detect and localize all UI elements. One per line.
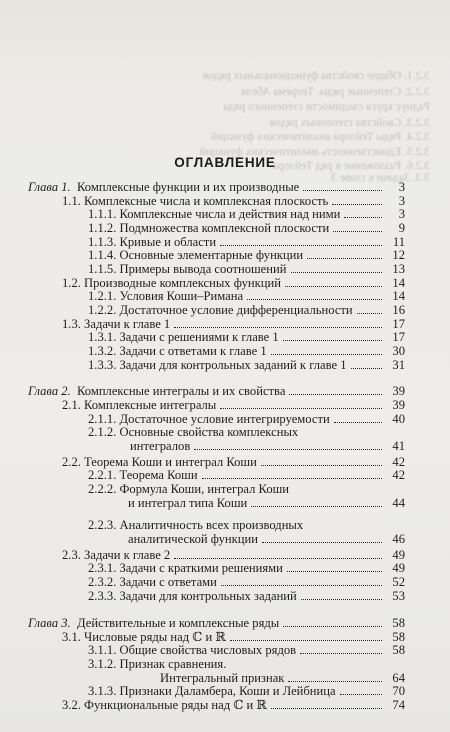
toc-entry-label — [88, 330, 281, 344]
toc-entry-text: 2.1.2. Основные свойства комплексных — [88, 425, 299, 439]
toc-entry-label — [28, 384, 287, 398]
toc-entry[interactable] — [62, 698, 405, 712]
page-number: 16 — [392, 303, 405, 317]
toc-entry[interactable] — [88, 684, 405, 698]
toc-entry-text: Интегральный признак — [160, 671, 285, 685]
ghost-line: 3.2.3. Свойства степенных рядов — [269, 117, 430, 129]
toc-entry-text: 3.1.1. Общие свойства числовых рядов — [88, 643, 297, 657]
dot-leader — [283, 626, 382, 627]
toc-entry[interactable] — [88, 235, 405, 249]
dot-leader — [174, 327, 382, 328]
toc-entry-text: 2.1. Комплексные интегралы — [62, 398, 217, 412]
toc-entry-text: 2.1.1. Достаточное условие интегрируемости — [88, 412, 330, 426]
toc-entry-label — [88, 235, 218, 249]
toc-entry-label — [88, 561, 285, 575]
dot-leader — [288, 681, 382, 682]
page-number: 70 — [392, 684, 405, 698]
toc-entry-text: 1.1.5. Примеры вывода соотношений — [88, 262, 287, 276]
dot-leader — [230, 640, 382, 641]
toc-entry[interactable] — [88, 207, 405, 221]
toc-entry-label — [28, 616, 281, 630]
toc-entry[interactable] — [88, 589, 405, 603]
toc-entry[interactable] — [88, 330, 405, 344]
page-title: ОГЛАВЛЕНИЕ — [174, 155, 276, 170]
toc-entry-text: 1.1.4. Основные элементарные функции — [88, 248, 304, 262]
page-number: 49 — [392, 561, 405, 575]
toc-entry[interactable] — [62, 317, 405, 331]
toc-entry-text: 3.2. Функциональные ряды над ℂ и ℝ — [62, 698, 267, 712]
toc-entry-text: 1.2.2. Достаточное условие дифференциальности — [88, 303, 353, 317]
dot-leader — [332, 204, 382, 205]
dot-leader — [300, 653, 382, 654]
toc-entry-label — [62, 194, 330, 208]
toc-entry-text: аналитической функции — [128, 532, 259, 546]
toc-entry-text: 3.1.3. Признаки Даламбера, Коши и Лейбница — [88, 684, 336, 698]
toc-entry-text: 2.3.1. Задачи с краткими решениями — [88, 561, 283, 575]
dot-leader — [221, 585, 382, 586]
dot-leader — [247, 299, 382, 300]
toc-entry-label — [88, 575, 219, 589]
page-number: 42 — [392, 455, 405, 469]
dot-leader — [262, 542, 382, 543]
page-number: 14 — [392, 276, 405, 290]
toc-entry-text: 1.1. Комплексные числа и комплексная плоскость — [62, 194, 329, 208]
toc-entry-label — [88, 248, 305, 262]
toc-entry-text: 1.3.3. Задачи для контрольных заданий к главе 1 — [88, 358, 347, 372]
toc-entry-label — [130, 439, 192, 453]
ghost-line: Радиус круга сходимости степенного ряда — [223, 101, 430, 113]
toc-entry-text: Комплексные функции и их производные — [77, 180, 300, 194]
dot-leader — [202, 478, 382, 479]
toc-entry-text: интегралов — [130, 439, 191, 453]
toc-entry[interactable] — [88, 412, 405, 426]
page-number: 64 — [392, 671, 405, 685]
page-number: 3 — [398, 194, 405, 208]
page-number: 49 — [392, 548, 405, 562]
toc-entry[interactable] — [62, 548, 405, 562]
dot-leader — [251, 506, 382, 507]
toc-entry[interactable] — [88, 561, 405, 575]
page-number: 31 — [392, 358, 405, 372]
toc-entry-text: 1.1.2. Подмножества комплексной плоскости — [88, 221, 330, 235]
toc-entry-text: 2.2.2. Формула Коши, интеграл Коши — [88, 482, 290, 496]
toc-entry-label — [62, 698, 269, 712]
toc-entry[interactable] — [88, 643, 405, 657]
page-number: 44 — [392, 496, 405, 510]
toc-entry-text: 2.3.3. Задачи для контрольных заданий — [88, 589, 297, 603]
dot-leader — [289, 394, 382, 395]
page-number: 3 — [398, 180, 405, 194]
toc-entry[interactable] — [128, 496, 405, 510]
dot-leader — [271, 708, 382, 709]
chapter-number: Глава 3. — [28, 616, 71, 630]
toc-entry-label — [62, 548, 172, 562]
page-number: 39 — [392, 384, 405, 398]
toc-entry-text: Действительные и комплексные ряды — [77, 616, 280, 630]
toc-entry-label — [62, 630, 228, 644]
ghost-line: 3.2.4. Ряды Тейлора аналитических функций — [211, 131, 430, 143]
dot-leader — [303, 190, 382, 191]
toc-entry[interactable] — [62, 398, 405, 412]
toc-entry[interactable] — [62, 455, 405, 469]
page-number: 9 — [398, 221, 405, 235]
page-number: 13 — [392, 262, 405, 276]
dot-leader — [194, 449, 382, 450]
page-number: 52 — [392, 575, 405, 589]
toc-entry-label — [88, 468, 200, 482]
page-number: 58 — [392, 630, 405, 644]
toc-entry-label — [62, 455, 259, 469]
chapter-number: Глава 1. — [28, 180, 71, 194]
page-number: 58 — [392, 616, 405, 630]
page-number: 53 — [392, 589, 405, 603]
toc-entry-text: 2.2. Теорема Коши и интеграл Коши — [62, 455, 257, 469]
toc-entry[interactable] — [88, 575, 405, 589]
toc-entry-text: 1.1.3. Кривые и области — [88, 235, 217, 249]
toc-entry[interactable] — [88, 303, 405, 317]
dot-leader — [301, 599, 382, 600]
dot-leader — [357, 313, 382, 314]
toc-entry-label — [160, 671, 286, 685]
page-number: 46 — [392, 532, 405, 546]
toc-entry[interactable] — [160, 671, 405, 685]
dot-leader — [291, 272, 383, 273]
dot-leader — [271, 354, 382, 355]
toc-entry-label — [62, 317, 172, 331]
toc-entry-label — [62, 276, 283, 290]
page-number: 58 — [392, 643, 405, 657]
toc-entry-text: Комплексные интегралы и их свойства — [77, 384, 286, 398]
page-number: 12 — [392, 248, 405, 262]
toc-entry-label — [28, 180, 301, 194]
toc-entry[interactable] — [62, 276, 405, 290]
toc-entry-label — [88, 207, 342, 221]
page-number: 17 — [392, 330, 405, 344]
toc-entry-text: 1.3.2. Задачи с ответами к главе 1 — [88, 344, 267, 358]
toc-entry[interactable] — [62, 194, 405, 208]
toc-entry[interactable] — [88, 248, 405, 262]
page-number: 74 — [392, 698, 405, 712]
toc-entry[interactable] — [88, 468, 405, 482]
toc-entry-label — [88, 412, 332, 426]
page-number: 3 — [398, 207, 405, 221]
toc-entry-text: 2.3.2. Задачи с ответами — [88, 575, 217, 589]
dot-leader — [220, 408, 382, 409]
toc-entry-label — [88, 221, 331, 235]
toc-entry-label — [88, 589, 299, 603]
ghost-line: 3.2.5. Единственность аналитических функций — [199, 146, 430, 158]
toc-chapter[interactable] — [28, 180, 405, 194]
ghost-line: 3.3. Задачи к главе 3 — [331, 172, 430, 184]
dot-leader — [344, 217, 382, 218]
dot-leader — [174, 558, 382, 559]
toc-entry-text: и интеграл типа Коши — [128, 496, 248, 510]
toc-entry-text: 2.3. Задачи к главе 2 — [62, 548, 171, 562]
toc-entry-text: 1.3.1. Задачи с решениями к главе 1 — [88, 330, 279, 344]
toc-entry-text: 1.1.1. Комплексные числа и действия над ними — [88, 207, 341, 221]
page-number: 17 — [392, 317, 405, 331]
toc-entry-label — [88, 303, 355, 317]
toc-entry[interactable] — [128, 532, 405, 546]
toc-entry[interactable] — [130, 439, 405, 453]
toc-entry-label — [88, 684, 338, 698]
ghost-line: 3.2.1. Общие свойства функциональных рядов — [202, 70, 430, 82]
toc-entry-text: 2.2.1. Теорема Коши — [88, 468, 198, 482]
page-number: 30 — [392, 344, 405, 358]
toc-entry[interactable] — [88, 358, 405, 372]
toc-entry[interactable] — [88, 344, 405, 358]
dot-leader — [351, 368, 382, 369]
chapter-number: Глава 2. — [28, 384, 71, 398]
dot-leader — [283, 340, 382, 341]
toc-entry-text: 3.1. Числовые ряды над ℂ и ℝ — [62, 630, 226, 644]
dot-leader — [287, 571, 382, 572]
toc-entry-text: 3.1.2. Признак сравнения. — [88, 657, 227, 671]
toc-entry-label — [88, 262, 289, 276]
toc-entry-label — [128, 496, 249, 510]
toc-entry-label — [128, 532, 260, 546]
toc-chapter[interactable] — [28, 616, 405, 630]
dot-leader — [334, 422, 382, 423]
toc-entry-label — [62, 398, 218, 412]
toc-entry[interactable] — [62, 630, 405, 644]
toc-entry[interactable] — [88, 221, 405, 235]
toc-chapter[interactable] — [28, 384, 405, 398]
page-number: 41 — [392, 439, 405, 453]
dot-leader — [220, 245, 382, 246]
toc-entry-text: 2.2.3. Аналитичность всех производных — [88, 518, 304, 532]
page-number: 39 — [392, 398, 405, 412]
dot-leader — [285, 286, 382, 287]
toc-entry-label — [88, 289, 245, 303]
ghost-line: 3.2.2. Степенные ряды. Теорема Абеля — [240, 86, 430, 98]
dot-leader — [261, 465, 382, 466]
dot-leader — [333, 231, 382, 232]
page-number: 14 — [392, 289, 405, 303]
toc-entry-text: 1.2.1. Условия Коши–Римана — [88, 289, 244, 303]
page-number: 11 — [392, 235, 405, 249]
toc-entry-label — [88, 344, 269, 358]
ghost-line: 3.2.6. Разложение в ряд Тейлора — [272, 160, 430, 172]
toc-entry-label — [88, 643, 298, 657]
toc-entry-text: 1.2. Производные комплексных функций — [62, 276, 281, 290]
toc-entry-label — [88, 358, 349, 372]
toc-entry-text: 1.3. Задачи к главе 1 — [62, 317, 171, 331]
page-number: 42 — [392, 468, 405, 482]
page-number: 40 — [392, 412, 405, 426]
dot-leader — [340, 694, 382, 695]
toc-entry[interactable] — [88, 289, 405, 303]
dot-leader — [307, 258, 382, 259]
toc-entry[interactable] — [88, 262, 405, 276]
